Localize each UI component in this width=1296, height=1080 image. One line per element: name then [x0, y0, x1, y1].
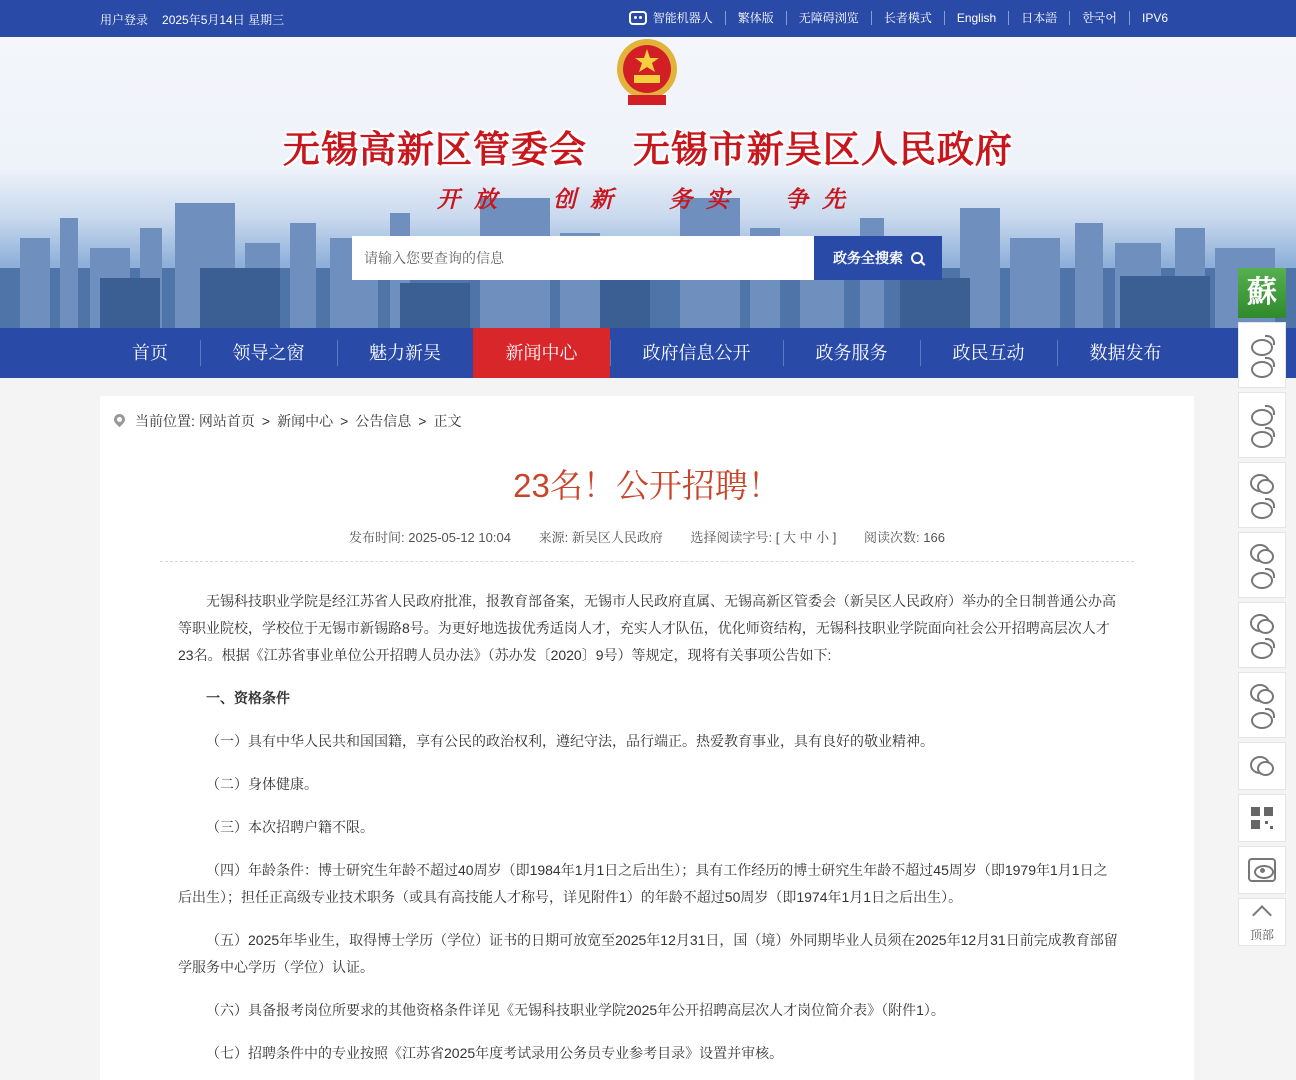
view-count — [864, 530, 945, 545]
korean-link[interactable]: 한국어 — [1069, 11, 1129, 25]
section-heading: 一、资格条件 — [206, 690, 290, 706]
robot-icon — [629, 11, 647, 25]
condition-item: （三）本次招聘户籍不限。 — [206, 819, 374, 835]
robot-label: 智能机器人 — [652, 11, 713, 25]
weibo-icon — [1249, 357, 1275, 375]
wechat-button[interactable] — [1238, 462, 1286, 528]
nav-news-center[interactable]: 新闻中心 — [473, 328, 610, 378]
weibo-icon — [1249, 405, 1275, 423]
topbar-links — [617, 11, 1180, 25]
login-link[interactable]: 用户登录 — [100, 13, 149, 27]
weibo-icon — [1249, 427, 1275, 445]
breadcrumb-news[interactable]: 新闻中心 — [277, 413, 334, 429]
right-float-bar — [1238, 268, 1286, 946]
article-body — [178, 588, 1118, 1067]
condition-item: （七）招聘条件中的专业按照《江苏省2025年度考试录用公务员专业参考目录》设置并审核。 — [206, 1045, 784, 1061]
nav-leaders[interactable]: 领导之窗 — [200, 328, 337, 378]
breadcrumb-home[interactable]: 网站首页 — [198, 413, 255, 429]
condition-item: （一）具有中华人民共和国国籍，享有公民的政治权利，遵纪守法，品行端正。热爱教育事业，具有良好的敬业精神。 — [206, 733, 934, 749]
back-to-top-label: 顶部 — [1249, 927, 1274, 942]
slogan-3: 务实 — [669, 186, 743, 213]
traditional-link[interactable]: 繁体版 — [725, 11, 786, 25]
search-bar — [352, 236, 942, 280]
arrow-up-icon — [1252, 905, 1272, 925]
accessibility-link[interactable]: 无障碍浏览 — [786, 11, 871, 25]
source-label: 来源: — [538, 530, 569, 545]
breadcrumb-notice[interactable]: 公告信息 — [355, 413, 412, 429]
article-meta — [100, 527, 1194, 546]
breadcrumb-label: 当前位置: — [135, 413, 195, 429]
national-emblem — [614, 37, 680, 107]
breadcrumb — [114, 411, 461, 431]
nav-interaction[interactable]: 政民互动 — [920, 328, 1057, 378]
slogan-4: 争先 — [785, 186, 860, 213]
condition-item: （五）2025年毕业生，取得博士学历（学位）证书的日期可放宽至2025年12月31日，国（境）外同期毕业人员须在2025年12月31日前完成教育部留学服务中心学历（学位）认证。 — [178, 932, 1118, 975]
font-size-label: 选择阅读字号: — [690, 530, 773, 545]
view-count-value: 166 — [923, 530, 945, 545]
font-size-options[interactable]: [ 大 中 小 ] — [775, 530, 837, 545]
ipv6-link[interactable]: IPV6 — [1129, 11, 1180, 25]
article-title: 23名！公开招聘！ — [513, 467, 781, 504]
main-nav — [0, 328, 1296, 378]
eye-icon — [1248, 858, 1276, 882]
wechat-button[interactable] — [1238, 532, 1286, 598]
slogan-2: 创新 — [552, 186, 627, 213]
source — [539, 530, 663, 545]
source-value: 新吴区人民政府 — [571, 530, 663, 545]
breadcrumb-separator: > — [340, 413, 349, 429]
publish-time-label: 发布时间: — [349, 530, 405, 545]
weibo-button[interactable] — [1238, 392, 1286, 458]
site-title — [0, 119, 1296, 173]
robot-link[interactable] — [617, 11, 725, 25]
accessibility-button[interactable] — [1238, 846, 1286, 894]
search-button-label: 政务全搜索 — [833, 250, 903, 266]
search-button[interactable] — [814, 236, 942, 280]
wechat-icon — [1250, 544, 1274, 564]
nav-gov-info[interactable]: 政府信息公开 — [610, 328, 783, 378]
breadcrumb-separator: > — [418, 413, 427, 429]
wechat-icon — [1250, 756, 1274, 776]
font-size-selector[interactable] — [690, 530, 836, 545]
article-container — [100, 396, 1194, 1080]
top-bar — [0, 0, 1296, 37]
publish-time-value: 2025-05-12 10:04 — [408, 530, 511, 545]
weibo-button[interactable] — [1238, 322, 1286, 388]
weibo-icon — [1249, 708, 1275, 726]
wechat-icon — [1250, 474, 1274, 494]
nav-charm-xinwu[interactable]: 魅力新吴 — [337, 328, 473, 378]
japanese-link[interactable]: 日本語 — [1008, 11, 1069, 25]
search-input[interactable] — [352, 236, 814, 280]
title-right: 无锡市新吴区人民政府 — [632, 127, 1013, 171]
wechat-icon — [1250, 684, 1274, 704]
header-banner — [0, 37, 1296, 328]
article-intro: 无锡科技职业学院是经江苏省人民政府批准，报教育部备案，无锡市人民政府直属、无锡高新区管委会（新吴区人民政府）举办的全日制普通公办高等职业院校，学校位于无锡市新锡路8号。为更好地选拔优秀适岗人才，充实人才队伍，优化师资结构，无锡科技职业学院面向社会公开招聘高层次人才23名。根据《江苏省事业单位公开招聘人员办法》（苏办发〔2020〕9号）等规定，现将有关事项公告如下: — [178, 593, 1116, 663]
wechat-button[interactable] — [1238, 742, 1286, 790]
back-to-top-button[interactable] — [1238, 898, 1286, 946]
breadcrumb-current: 正文 — [433, 413, 462, 429]
title-left: 无锡高新区管委会 — [283, 127, 588, 171]
weibo-icon — [1249, 498, 1275, 516]
qr-code-button[interactable] — [1238, 794, 1286, 842]
elder-mode-link[interactable]: 长者模式 — [871, 11, 944, 25]
weibo-icon — [1249, 638, 1275, 656]
nav-home[interactable]: 首页 — [132, 343, 168, 363]
slogan — [0, 181, 1296, 214]
condition-item: （二）身体健康。 — [206, 776, 318, 792]
wechat-button[interactable] — [1238, 602, 1286, 668]
weibo-icon — [1249, 568, 1275, 586]
qr-code-icon — [1251, 807, 1273, 829]
slogan-1: 开放 — [436, 186, 511, 213]
nav-data-release[interactable]: 数据发布 — [1057, 328, 1194, 378]
search-icon — [911, 252, 923, 264]
condition-item: （四）年龄条件：博士研究生年龄不超过40周岁（即1984年1月1日之后出生）；具有工作经历的博士研究生年龄不超过45周岁（即1979年1月1日之后出生）；担任正高级专业技术职务（或具有高技能人才称号，详见附件1）的年龄不超过50周岁（即1974年1月1日之后出生）。 — [178, 862, 1108, 905]
location-pin-icon — [114, 414, 125, 428]
nav-gov-service[interactable]: 政务服务 — [783, 328, 920, 378]
english-link[interactable]: English — [944, 11, 1008, 25]
meta-divider — [160, 561, 1134, 562]
weibo-icon — [1249, 335, 1275, 353]
wechat-button[interactable] — [1238, 672, 1286, 738]
wechat-icon — [1250, 614, 1274, 634]
current-date: 2025年5月14日 星期三 — [162, 13, 285, 27]
view-count-label: 阅读次数: — [864, 530, 920, 545]
jiangsu-logo[interactable]: 蘇 — [1238, 268, 1286, 318]
condition-item: （六）具备报考岗位所要求的其他资格条件详见《无锡科技职业学院2025年公开招聘高层次人才岗位简介表》（附件1）。 — [206, 1002, 945, 1018]
publish-time — [349, 530, 511, 545]
breadcrumb-separator: > — [261, 413, 271, 429]
